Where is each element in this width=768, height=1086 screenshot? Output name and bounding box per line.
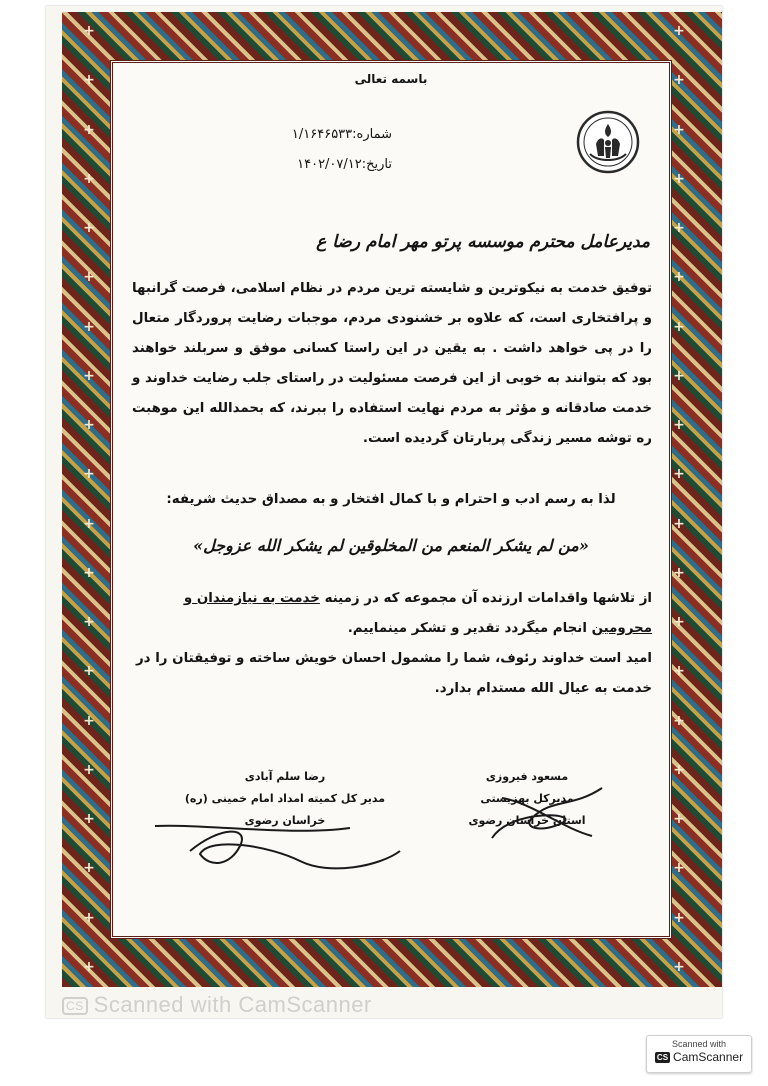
camscanner-watermark-text: Scanned with CamScanner xyxy=(93,992,372,1017)
camscanner-logo-icon: CS xyxy=(656,1053,669,1062)
number-value: ۱/۱۶۴۶۵۳۳ xyxy=(291,127,353,142)
signer-left-name: رضا سلم آبادی xyxy=(244,770,326,783)
relief-committee-emblem-icon xyxy=(576,110,640,174)
letter-meta xyxy=(222,120,392,180)
paragraph-2-after: انجام میگردد تقدیر و تشکر مینماییم. xyxy=(347,621,592,636)
hadith-intro: لذا به رسم ادب و احترام و با کمال افتخار و به مصداق حدیث شریفه: xyxy=(166,492,616,507)
paragraph-1: توفیق خدمت به نیکوترین و شایسته ترین مردم در نظام اسلامی، فرصت گرانبها و پرافتخاری است، که علاوه بر خشنودی مردم، موجبات رضایت پروردگار متعال را در پی خواهد داشت . به یقین در این راستا کسانی موفق و سربلند خواهند بود که بتوانند به خوبی از این فرصت مسئولیت در راستای جلب رضایت خداوند و خدمت صادقانه و مؤثر به مردم نهایت استفاده را ببرند، که بحمدالله این موهبت ره توشه مسیر زندگی پربارتان گردیده است. xyxy=(132,281,652,446)
badge-bottom xyxy=(647,1050,751,1064)
border-crosses-left: + + + + + + + + + + + + + + + + + + + + xyxy=(83,23,95,975)
paragraph-main xyxy=(132,274,652,454)
paragraph-2-before: از تلاشها واقدامات ارزنده آن مجموعه که در زمینه xyxy=(319,591,652,606)
number-label: شماره: xyxy=(352,127,392,142)
camscanner-watermark-logo: CS xyxy=(62,997,88,1015)
paragraph-2-highlight: خدمت به نیازمندان و محرومین xyxy=(183,591,652,636)
paragraph-3: امید است خداوند رئوف، شما را مشمول احسان خویش ساخته و توفیقتان را در خدمت به عیال الله مستدام بدارد. xyxy=(135,651,652,696)
signature-scribble-left xyxy=(150,806,410,876)
date-value: ۱۴۰۲/۰۷/۱۲ xyxy=(297,157,362,172)
letter-number xyxy=(222,120,392,150)
paragraph-2 xyxy=(132,584,652,644)
badge-top-text: Scanned with xyxy=(671,1039,727,1049)
signer-right-title: مدیرکل بهزیستی xyxy=(480,792,574,805)
camscanner-watermark xyxy=(62,992,372,1018)
date-label: تاریخ: xyxy=(361,157,392,172)
letter-heading: باسمه تعالی xyxy=(354,72,428,86)
signature-scribble-right xyxy=(472,778,612,848)
letter-content xyxy=(130,66,652,926)
salutation: مدیرعامل محترم موسسه پرتو مهر امام رضا ع xyxy=(316,232,650,252)
hadith-quote: «من لم یشکر المنعم من المخلوقین لم یشکر الله عزوجل» xyxy=(193,536,589,555)
paragraph-appreciation xyxy=(132,584,652,704)
signer-left-title: مدیر کل کمیته امداد امام خمینی (ره) xyxy=(184,792,386,805)
badge-brand-text: CamScanner xyxy=(673,1050,744,1064)
border-crosses-right: + + + + + + + + + + + + + + + + + + + + xyxy=(673,23,685,975)
signer-right-province: استان خراسان رضوی xyxy=(468,814,586,827)
signer-right-name: مسعود فیروزی xyxy=(485,770,569,783)
camscanner-badge xyxy=(646,1035,752,1073)
letter-date xyxy=(222,150,392,180)
signer-left-province: خراسان رضوی xyxy=(244,814,326,827)
